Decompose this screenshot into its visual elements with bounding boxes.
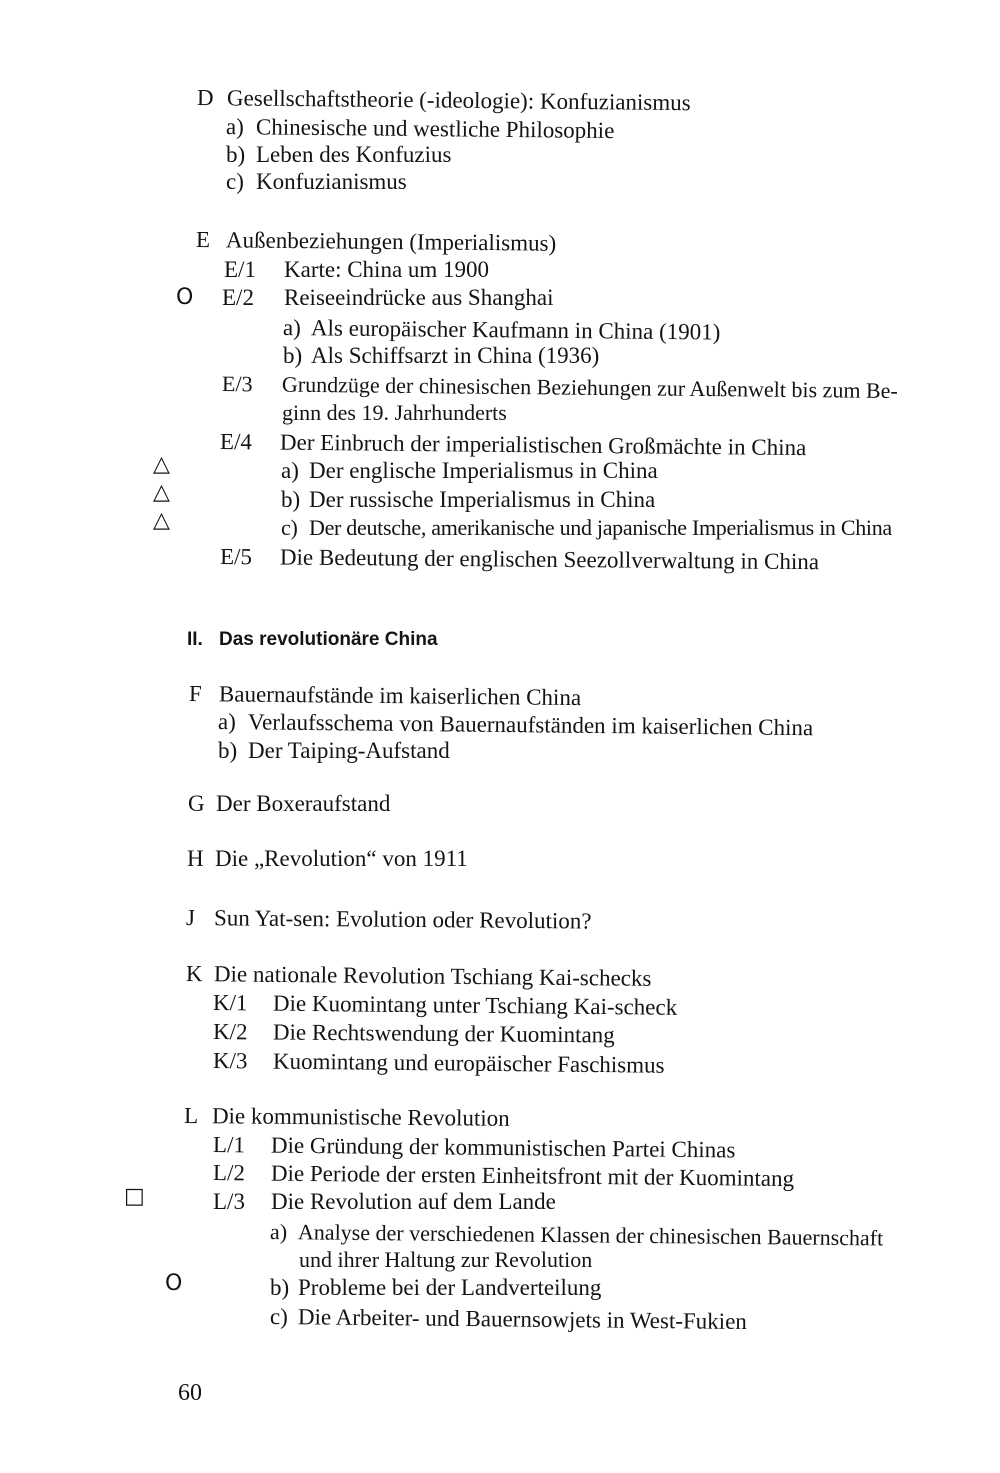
section-code: L — [183, 1103, 199, 1129]
list-item-continuation: und ihrer Haltung zur Revolution — [299, 1247, 593, 1272]
square-marker-icon: □ — [124, 1184, 145, 1209]
triangle-marker-icon: △ — [153, 452, 170, 477]
section-code: J — [185, 905, 196, 931]
list-item: K/3 Kuomintang und europäischer Faschismus — [212, 1048, 665, 1078]
list-item: c) Konfuzianismus — [226, 169, 407, 194]
section-title: Die nationale Revolution Tschiang Kai-schecks — [213, 961, 652, 991]
list-item: E/5 Die Bedeutung der englischen Seezollverwaltung in China — [219, 544, 820, 575]
list-item: a) Analyse der verschiedenen Klassen der chinesischen Bauernschaft — [269, 1219, 884, 1251]
section-k-heading — [186, 960, 652, 993]
section-code: F — [188, 681, 202, 707]
list-item: b) Leben des Konfuzius — [226, 142, 452, 167]
section-d-heading — [197, 84, 691, 117]
list-item: E/1 Karte: China um 1900 — [224, 257, 490, 282]
section-code: D — [196, 85, 214, 111]
section-code: G — [188, 791, 205, 816]
list-item: E/3 Grundzüge der chinesischen Beziehungen zur Außenwelt bis zum Be- — [221, 371, 898, 404]
list-item: K/1 Die Kuomintang unter Tschiang Kai-scheck — [212, 990, 678, 1020]
list-item: b) Als Schiffsarzt in China (1936) — [283, 343, 600, 368]
section-l-heading — [184, 1102, 510, 1133]
list-item: b) Probleme bei der Landverteilung — [270, 1275, 602, 1300]
section-g-heading — [188, 790, 390, 818]
triangle-marker-icon: △ — [153, 508, 170, 533]
circle-marker-icon: O — [176, 285, 194, 310]
list-item: L/2 Die Periode der ersten Einheitsfront mit der Kuomintang — [212, 1160, 795, 1192]
list-item: a) Der englische Imperialismus in China — [281, 458, 658, 483]
section-title: Der Boxeraufstand — [216, 791, 391, 816]
section-h-heading — [187, 845, 468, 873]
triangle-marker-icon: △ — [153, 480, 170, 505]
section-e-heading — [196, 226, 556, 258]
page-number: 60 — [178, 1380, 202, 1406]
chapter-heading: II. Das revolutionäre China — [187, 629, 438, 650]
section-title: Außenbeziehungen (Imperialismus) — [225, 227, 557, 256]
list-item: a) Chinesische und westliche Philosophie — [225, 114, 615, 144]
section-f-heading — [189, 680, 581, 712]
list-item: b) Der russische Imperialismus in China — [281, 487, 656, 512]
list-item: E/4 Der Einbruch der imperialistischen Großmächte in China — [219, 429, 807, 461]
list-item: L/3 Die Revolution auf dem Lande — [213, 1189, 556, 1214]
list-item: a) Als europäischer Kaufmann in China (1901) — [282, 315, 721, 345]
list-item: K/2 Die Rechtswendung der Kuomintang — [212, 1019, 615, 1048]
list-item: c) Der deutsche, amerikanische und japanische Imperialismus in China — [281, 515, 892, 540]
list-item: E/2 Reiseeindrücke aus Shanghai — [222, 285, 554, 310]
list-item: b) Der Taiping-Aufstand — [218, 738, 450, 763]
section-code: H — [187, 846, 204, 871]
section-title: Die kommunistische Revolution — [211, 1103, 510, 1131]
section-title: Die „Revolution“ von 1911 — [215, 846, 468, 871]
list-item: a) Verlaufsschema von Bauernaufständen im kaiserlichen China — [217, 709, 814, 741]
section-title: Gesellschaftstheorie (-ideologie): Konfuzianismus — [226, 85, 691, 116]
list-item: c) Die Arbeiter- und Bauernsowjets in West-Fukien — [269, 1304, 747, 1334]
section-title: Sun Yat-sen: Evolution oder Revolution? — [213, 905, 592, 934]
section-title: Bauernaufstände im kaiserlichen China — [218, 681, 582, 711]
list-item: L/1 Die Gründung der kommunistischen Partei Chinas — [212, 1132, 736, 1163]
list-item-continuation: ginn des 19. Jahrhunderts — [282, 400, 507, 425]
circle-marker-icon: O — [165, 1271, 183, 1296]
section-j-heading — [186, 904, 592, 936]
section-code: E — [195, 227, 211, 253]
section-code: K — [185, 961, 203, 987]
